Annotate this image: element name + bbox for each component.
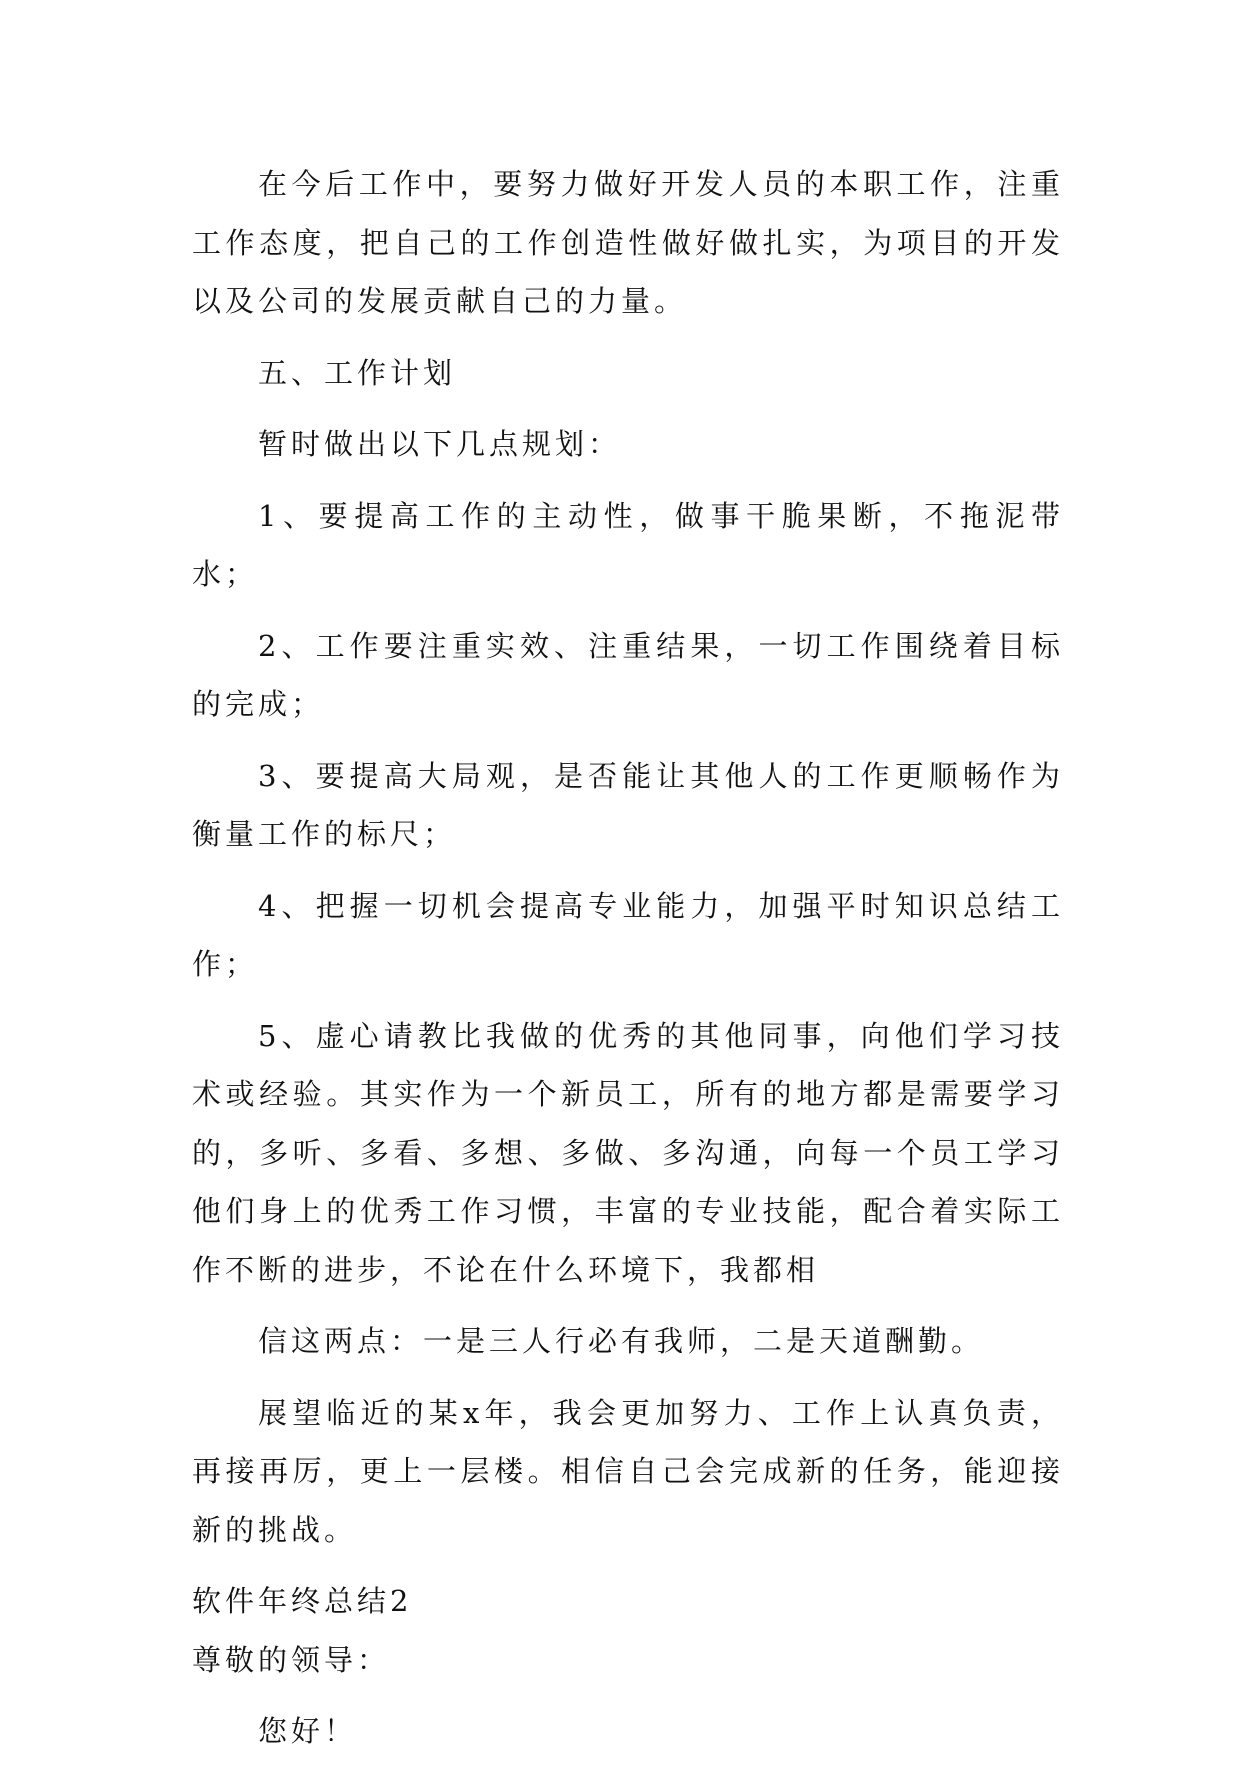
plan-item-2: 2、工作要注重实效、注重结果，一切工作围绕着目标的完成； bbox=[192, 628, 1064, 721]
plan-item-4: 4、把握一切机会提高专业能力，加强平时知识总结工作； bbox=[192, 888, 1064, 981]
section-title: 软件年终总结2 bbox=[192, 1584, 413, 1618]
heading-work-plan: 五、工作计划 bbox=[258, 355, 457, 390]
salutation: 尊敬的领导： bbox=[192, 1642, 391, 1677]
plan-item-3: 3、要提高大局观，是否能让其他人的工作更顺畅作为衡量工作的标尺； bbox=[192, 758, 1064, 851]
paragraph-two-beliefs: 信这两点：一是三人行必有我师，二是天道酬勤。 bbox=[258, 1324, 985, 1358]
document-body bbox=[192, 155, 1064, 1774]
paragraph-closing-commitment: 在今后工作中，要努力做好开发人员的本职工作，注重工作态度，把自己的工作创造性做好做扎实，为项目的开发以及公司的发展贡献自己的力量。 bbox=[192, 167, 1064, 318]
greeting: 您好！ bbox=[258, 1714, 358, 1748]
paragraph-plan-intro: 暂时做出以下几点规划： bbox=[258, 427, 622, 461]
paragraph-outlook: 展望临近的某x年，我会更加努力、工作上认真负责，再接再厉，更上一层楼。相信自己会完成新的任务，能迎接新的挑战。 bbox=[192, 1395, 1064, 1547]
plan-item-1: 1、要提高工作的主动性，做事干脆果断，不拖泥带水； bbox=[192, 498, 1064, 591]
plan-item-5: 5、虚心请教比我做的优秀的其他同事，向他们学习技术或经验。其实作为一个新员工，所有的地方都是需要学习的，多听、多看、多想、多做、多沟通，向每一个员工学习他们身上的优秀工作习惯，丰富的专业技能，配合着实际工作不断的进步，不论在什么环境下，我都相 bbox=[192, 1018, 1064, 1287]
